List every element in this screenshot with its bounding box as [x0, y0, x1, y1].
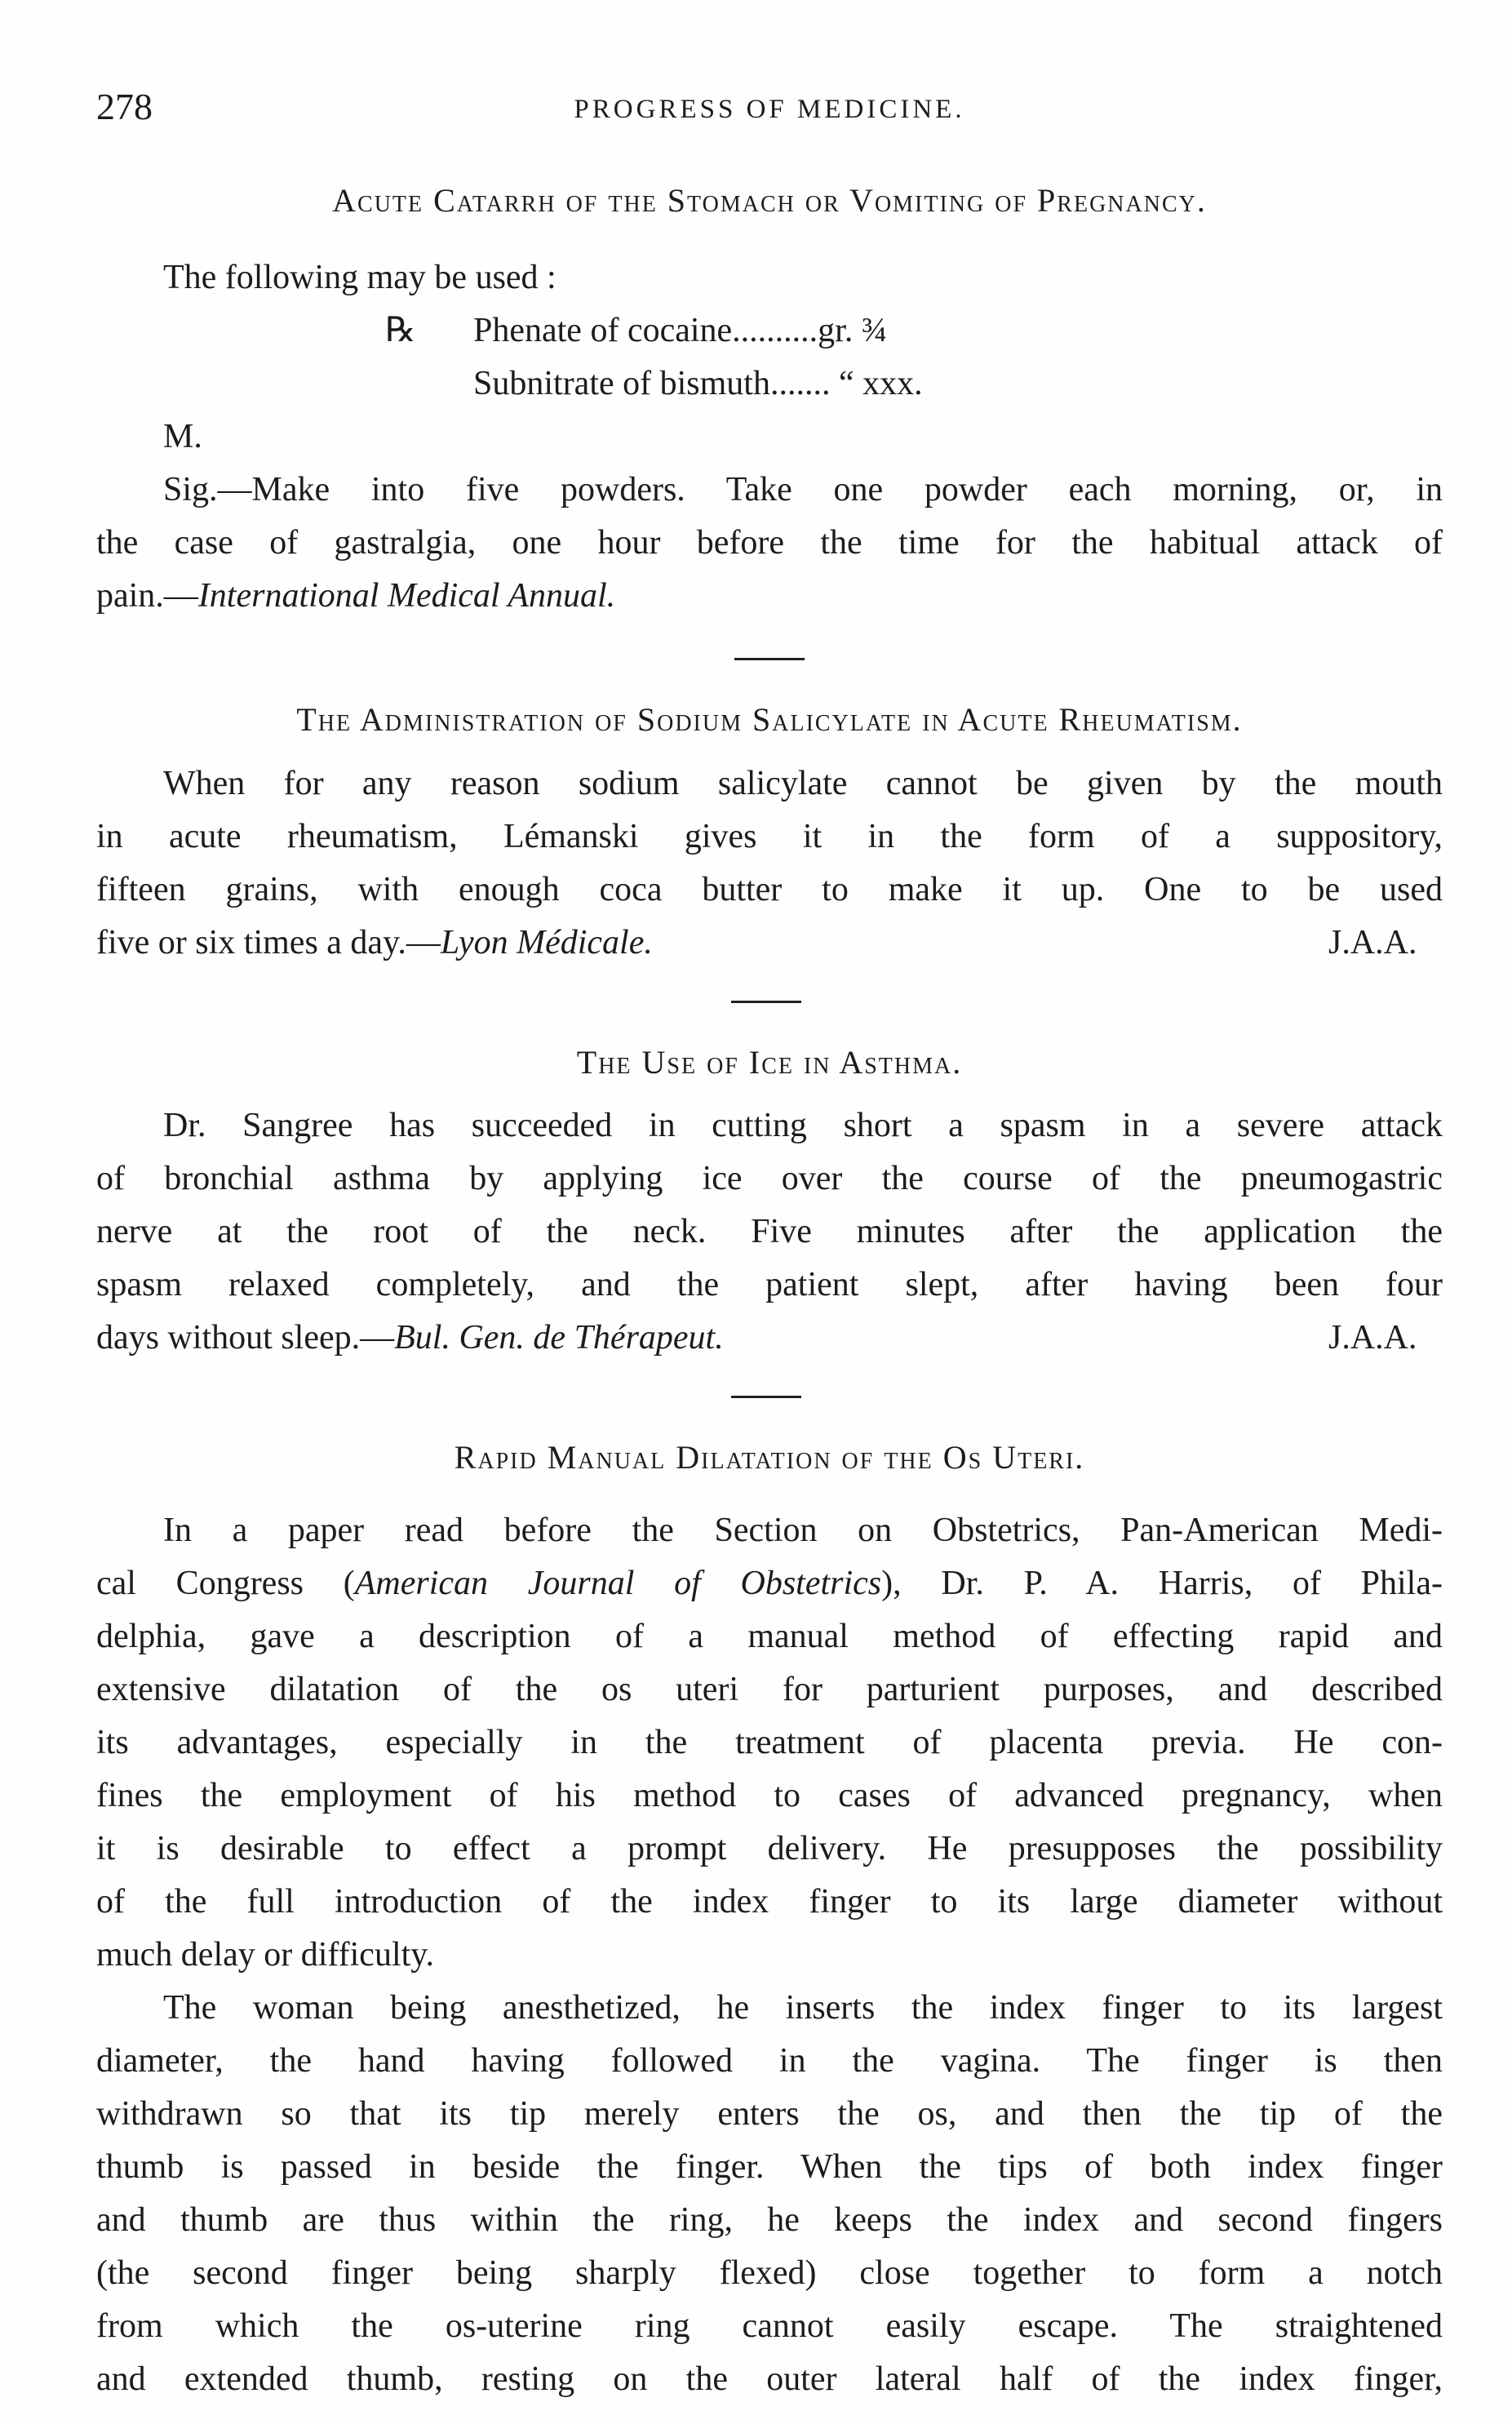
section-heading: The Use of Ice in Asthma.	[576, 1044, 963, 1081]
page-header	[96, 85, 1443, 134]
section-divider	[731, 1396, 801, 1398]
citation-source: American Journal of Obstetrics	[354, 1565, 882, 1602]
paragraph: In a paper read before the Section on Obstetrics, Pan-American Medi- cal Congress (American Journal of Obstetrics), Dr. P. A. Harris, of Phila- delphia, gave a description of a manual method of effecting rapid and extensive dilatation of the os uteri for parturient purposes, and described its advantages, especially in the treatment of placenta previa. He con- fines the employment of his method to cases of advanced pregnancy, when it is desirable to effect a prompt delivery. He presupposes the possibility of the full introduction of the index finger to its large diameter without much delay or difficulty.	[96, 1512, 1443, 1974]
section-divider	[731, 1001, 801, 1003]
citation-source: Bul. Gen. de Thérapeut.	[394, 1319, 724, 1357]
section-heading: Rapid Manual Dilatation of the Os Uteri.	[454, 1439, 1085, 1476]
prescription-symbol: ℞	[385, 312, 416, 349]
prescription-item: Phenate of cocaine..........gr. ¾	[473, 312, 888, 349]
author-initials: J.A.A.	[1328, 924, 1417, 961]
author-initials: J.A.A.	[1328, 1319, 1417, 1357]
paragraph: When for any reason sodium salicylate cannot be given by the mouth in acute rheumatism, Lémanski gives it in the form of a suppository, fifteen grains, with enough coca butter to make it up. One to be used five or six times a day.—Lyon Médicale.	[96, 765, 1443, 961]
page-number: 278	[96, 86, 153, 127]
document-page	[96, 0, 1443, 2420]
paragraph: Dr. Sangree has succeeded in cutting short a spasm in a severe attack of bronchial asthma by applying ice over the course of the pneumogastric nerve at the root of the neck. Five minutes after the application the spasm relaxed completely, and the patient slept, after having been four days without sleep.—Bul. Gen. de Thérapeut.	[96, 1107, 1443, 1357]
section-divider	[734, 658, 805, 660]
prescription-item: Subnitrate of bismuth....... “ xxx.	[473, 365, 923, 402]
citation-source: Lyon Médicale.	[440, 924, 653, 961]
citation-source: International Medical Annual.	[197, 577, 616, 615]
paragraph: Sig.—Make into five powders. Take one powder each morning, or, in the case of gastralgia, one hour before the time for the habitual attack of pain.—International Medical Annual.	[96, 471, 1443, 615]
section-heading: The Administration of Sodium Salicylate in Acute Rheumatism.	[296, 701, 1243, 738]
paragraph: The woman being anesthetized, he inserts the index finger to its largest diameter, the hand having followed in the vagina. The finger is then withdrawn so that its tip merely enters the os, and then the tip of the thumb is passed in beside the finger. When the tips of both index finger and thumb are thus within the ring, he keeps the index and second fingers (the second finger being sharply flexed) close together to form a notch from which the os-uterine ring cannot easily escape. The straightened and extended thumb, resting on the outer lateral half of the index finger,	[96, 1989, 1443, 2398]
section-intro: The following may be used :	[163, 259, 556, 296]
running-title: PROGRESS OF MEDICINE.	[574, 95, 965, 124]
prescription-mix: M.	[163, 418, 202, 455]
section-heading: Acute Catarrh of the Stomach or Vomiting of Pregnancy.	[332, 182, 1207, 219]
